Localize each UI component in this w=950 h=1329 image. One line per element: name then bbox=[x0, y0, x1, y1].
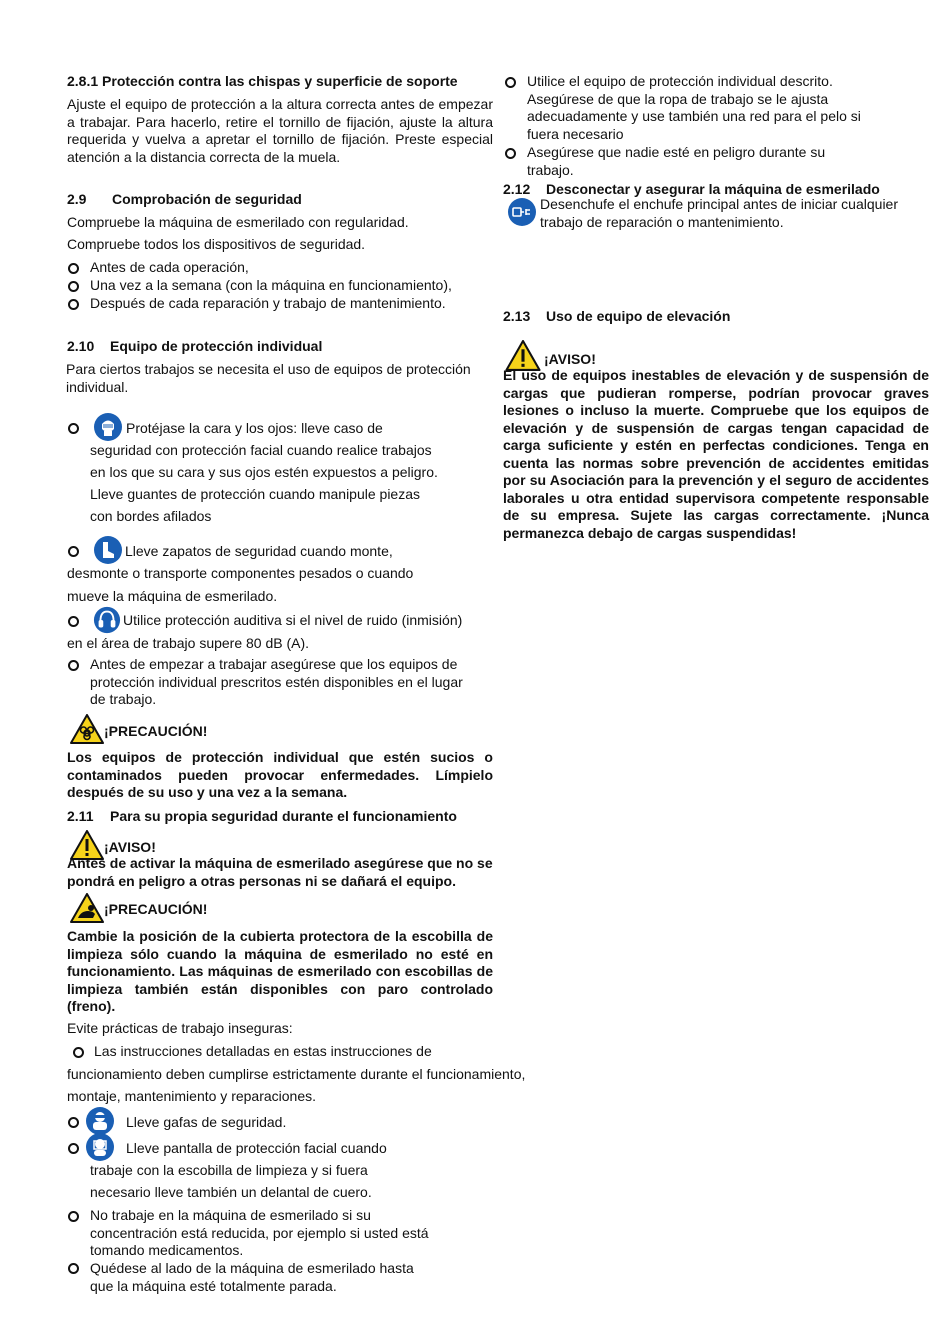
bullet-icon bbox=[67, 545, 79, 557]
face-shield-icon bbox=[93, 412, 123, 442]
heading-title: Comprobación de seguridad bbox=[112, 191, 302, 207]
ear-protection-icon bbox=[93, 606, 121, 634]
heading-number: 2.12 bbox=[503, 181, 531, 197]
heading-number: 2.13 bbox=[503, 308, 531, 324]
heading-2-11 bbox=[67, 808, 493, 825]
heading-number: 2.10 bbox=[67, 338, 95, 354]
heading-title: Para su propia seguridad durante el funcionamiento bbox=[110, 808, 457, 824]
hand-crush-warning-icon bbox=[70, 893, 104, 923]
bullet-icon bbox=[67, 280, 79, 292]
list-item-ear-protection: Utilice protección auditiva si el nivel de ruido (inmisión) en el área de trabajo supere 80 dB (A). bbox=[67, 605, 493, 651]
paragraph: Compruebe todos los dispositivos de seguridad. bbox=[67, 236, 366, 252]
list-item: Asegúrese que nadie esté en peligro durante su trabajo. bbox=[503, 144, 931, 180]
list-item: Antes de empezar a trabajar asegúrese que los equipos de protección individual prescritos estén disponibles en el lugar de trabajo. bbox=[67, 656, 493, 710]
bullet-icon bbox=[67, 1210, 79, 1222]
bullet-icon bbox=[67, 262, 79, 274]
heading-2-13 bbox=[503, 308, 931, 325]
bullet-icon bbox=[67, 298, 79, 310]
bullet-icon bbox=[67, 1116, 79, 1128]
list-item: Quédese al lado de la máquina de esmerilado hasta que la máquina esté totalmente parada. bbox=[67, 1259, 493, 1295]
biohazard-warning-icon bbox=[70, 714, 104, 744]
warning-label: ¡AVISO! bbox=[104, 839, 156, 855]
paragraph-2-8-1: Ajuste el equipo de protección a la altura correcta antes de empezar a trabajar. Para hacerlo, retire el tornillo de fijación, ajuste la altura requerida y vuelva a apretar el tornillo de fijación. Preste especial atención a la distancia correcta de la muela. bbox=[67, 96, 493, 165]
paragraph-2-12: Desenchufe el enchufe principal antes de iniciar cualquier trabajo de reparación o mantenimiento. bbox=[540, 196, 898, 230]
list-item: Utilice el equipo de protección individual descrito. Asegúrese de que la ropa de trabajo se le ajusta adecuadamente y use también una red para el pelo si fuera necesario bbox=[503, 73, 931, 148]
heading-2-8-1: 2.8.1 Protección contra las chispas y superficie de soporte bbox=[67, 73, 458, 89]
bullet-icon bbox=[504, 76, 516, 88]
list-item: Una vez a la semana (con la máquina en funcionamiento), bbox=[67, 277, 493, 295]
list-item: No trabaje en la máquina de esmerilado si su concentración está reducida, por ejemplo si usted está tomando medicamentos. bbox=[67, 1207, 493, 1261]
heading-title: Equipo de protección individual bbox=[110, 338, 323, 354]
paragraph: Para ciertos trabajos se necesita el uso de equipos de protección individual. bbox=[66, 361, 471, 395]
unplug-icon bbox=[507, 197, 537, 227]
heading-number: 2.9 bbox=[67, 191, 87, 207]
list-item: Antes de cada operación, bbox=[67, 259, 493, 277]
bullet-icon bbox=[67, 659, 79, 671]
caution-text: Los equipos de protección individual que estén sucios o contaminados pueden provocar enfermedades. Límpielo después de su uso y una vez a la semana. bbox=[67, 749, 493, 800]
list-item: Después de cada reparación y trabajo de mantenimiento. bbox=[67, 295, 493, 313]
bullet-icon bbox=[67, 1142, 79, 1154]
warning-text: El uso de equipos inestables de elevación y de suspensión de cargas que pudieran romperse, podrían provocar graves lesiones o incluso la muerte. Compruebe que los equipos de elevación y de suspensión de cargas tengan capacidad de carga suficiente y estén en perfectas condiciones. Tenga en cuenta las normas sobre prevención de accidentes emitidas por su Asociación para la prevención y el seguro de accidentes laborales u otra entidad supervisora competente responsable de su empresa. Sujete las cargas correctamente. ¡Nunca permanezca debajo de cargas suspendidas! bbox=[503, 367, 929, 541]
bullet-icon bbox=[72, 1046, 84, 1058]
paragraph: Compruebe la máquina de esmerilado con regularidad. bbox=[67, 214, 409, 230]
warning-text-line: pondrá en peligro a otras personas ni se dañará el equipo. bbox=[67, 873, 456, 889]
warning-label: ¡AVISO! bbox=[544, 351, 596, 367]
heading-title: Uso de equipo de elevación bbox=[546, 308, 731, 324]
paragraph: Evite prácticas de trabajo inseguras: bbox=[67, 1020, 293, 1036]
heading-title: Desconectar y asegurar la máquina de esmerilado bbox=[546, 181, 880, 197]
bullet-icon bbox=[67, 422, 79, 434]
safety-boot-icon bbox=[93, 535, 123, 565]
list-item: Las instrucciones detalladas en estas instrucciones de funcionamiento deben cumplirse estrictamente durante el funcionamiento, montaje, mantenimiento y reparaciones. bbox=[67, 1043, 526, 1104]
list-item-safety-shoes: Lleve zapatos de seguridad cuando monte, desmonte o transporte componentes pesados o cuando mueve la máquina de esmerilado. bbox=[67, 535, 493, 605]
list-item-safety-goggles: Lleve gafas de seguridad. bbox=[67, 1106, 493, 1136]
bullet-icon bbox=[67, 1262, 79, 1274]
list-item-face-protection: Protéjase la cara y los ojos: lleve caso de seguridad con protección facial cuando realice trabajos en los que su cara y sus ojos estén expuestos a peligro. Lleve guantes de protección cuando manipule piezas con bordes afilados bbox=[67, 412, 493, 527]
heading-2-9 bbox=[67, 191, 493, 208]
heading-number: 2.11 bbox=[67, 808, 94, 824]
bullet-icon bbox=[504, 147, 516, 159]
warning-text-line: Antes de activar la máquina de esmerilado asegúrese que no se bbox=[67, 855, 493, 871]
caution-label: ¡PRECAUCIÓN! bbox=[104, 901, 208, 917]
heading-2-10 bbox=[67, 338, 493, 355]
face-shield-icon bbox=[85, 1132, 115, 1162]
list-item-face-shield: Lleve pantalla de protección facial cuando trabaje con la escobilla de limpieza y si fuera necesario lleve también un delantal de cuero. bbox=[67, 1132, 493, 1202]
caution-label: ¡PRECAUCIÓN! bbox=[104, 723, 208, 739]
bullet-icon bbox=[67, 615, 79, 627]
caution-text: Cambie la posición de la cubierta protectora de la escobilla de limpieza sólo cuando la máquina de esmerilado no esté en funcionamiento. Las máquinas de esmerilado con escobillas de limpieza también están disponibles con paro controlado (freno). bbox=[67, 928, 493, 1014]
